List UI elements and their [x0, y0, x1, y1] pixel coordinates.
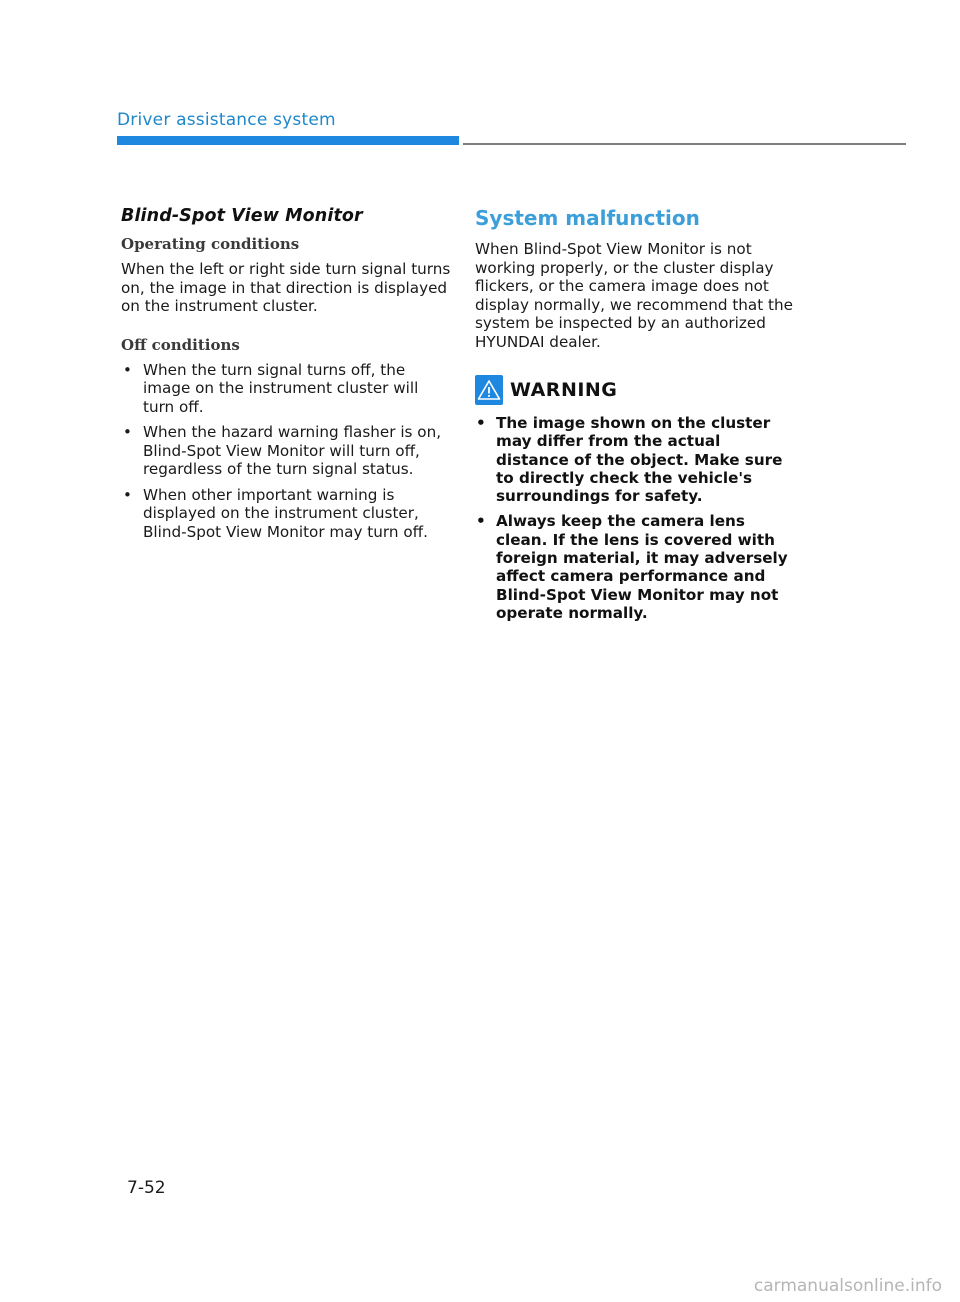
page-number: 7-52	[127, 1178, 166, 1198]
list-item-text: When the hazard warning flasher is on, Blind-Spot View Monitor will turn off, regardless of the turn signal status.	[143, 423, 442, 478]
warning-list	[475, 414, 795, 622]
list-item-text: The image shown on the cluster may differ from the actual distance of the object. Make sure to directly check the vehicle's surroundings for safety.	[496, 414, 783, 506]
list-item-text: When the turn signal turns off, the image on the instrument cluster will turn off.	[143, 360, 419, 416]
warning-triangle-icon	[475, 375, 503, 405]
list-item	[475, 512, 795, 622]
bullet-icon: •	[476, 512, 486, 531]
operating-conditions-text: When the left or right side turn signal turns on, the image in that direction is displayed on the instrument cluster.	[121, 260, 451, 315]
bullet-icon: •	[123, 423, 132, 441]
malfunction-title: System malfunction	[475, 206, 700, 230]
list-item	[475, 414, 795, 505]
list-item	[121, 423, 451, 479]
list-item	[121, 486, 451, 542]
list-item	[121, 361, 451, 417]
bullet-icon: •	[123, 485, 132, 504]
bullet-icon: •	[476, 414, 486, 432]
off-conditions-list	[121, 361, 451, 542]
list-item-text: Always keep the camera lens clean. If the lens is covered with foreign material, it may adversely affect camera performance and Blind-Spot View Monitor may not operate normally.	[496, 512, 788, 622]
chapter-title: Driver assistance system	[117, 110, 336, 130]
header-rule-line	[463, 143, 906, 145]
left-column	[121, 206, 451, 548]
operating-conditions-heading: Operating conditions	[121, 235, 300, 253]
section-title: Blind-Spot View Monitor	[121, 206, 363, 226]
header-rule-accent	[117, 136, 459, 145]
watermark: carmanualsonline.info	[753, 1276, 942, 1296]
off-conditions-heading: Off conditions	[121, 335, 240, 354]
malfunction-text: When Blind-Spot View Monitor is not working properly, or the cluster display flickers, or the camera image does not display normally, we recommend that the system be inspected by an authorized HYUNDAI dealer.	[475, 240, 793, 351]
right-column	[475, 206, 795, 629]
warning-header	[475, 375, 795, 405]
bullet-icon: •	[123, 360, 132, 379]
warning-label: WARNING	[510, 379, 618, 401]
list-item-text: When other important warning is displayed on the instrument cluster, Blind-Spot View Monitor may turn off.	[143, 485, 428, 541]
